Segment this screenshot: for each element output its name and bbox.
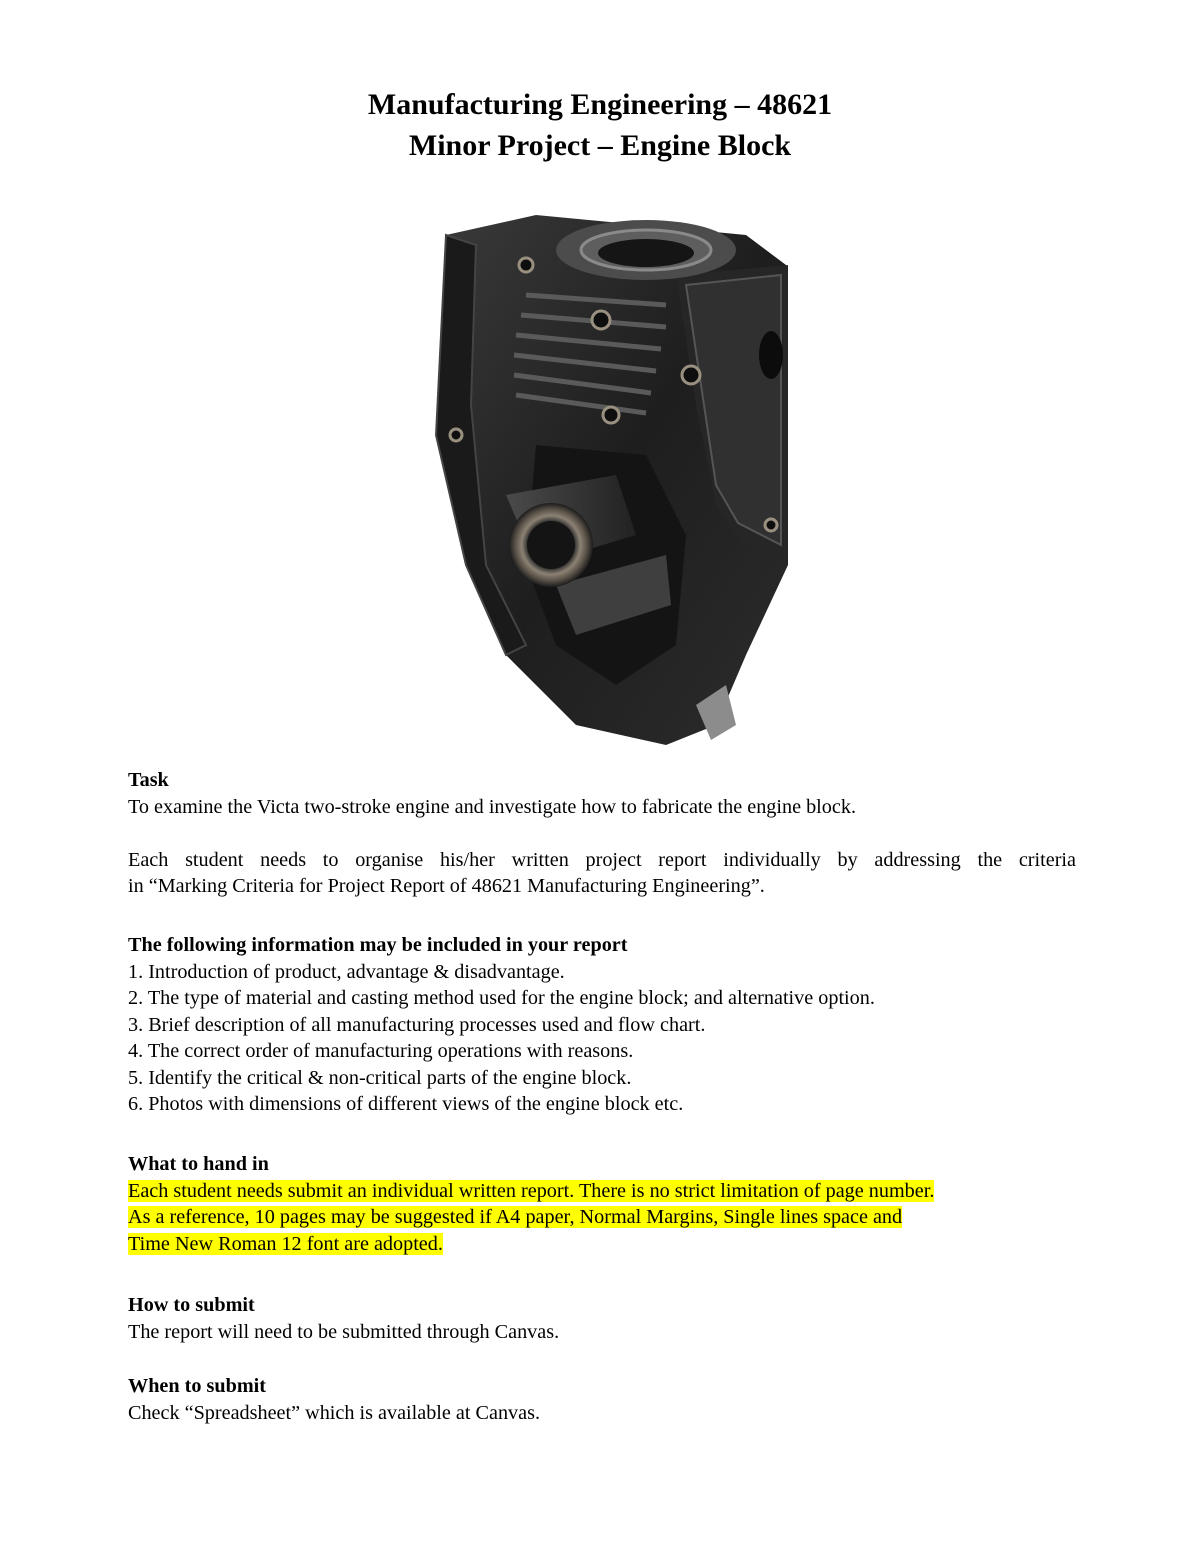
highlighted-text: Each student needs submit an individual written report. There is no strict limitation of page number. <box>128 1179 935 1202</box>
hand-in-heading: What to hand in <box>128 1153 269 1175</box>
hand-in-section <box>128 1151 1076 1257</box>
list-item: 4. The correct order of manufacturing operations with reasons. <box>128 1040 634 1062</box>
list-item: 1. Introduction of product, advantage & disadvantage. <box>128 960 565 983</box>
task-description: To examine the Victa two-stroke engine and investigate how to fabricate the engine block. <box>128 795 856 818</box>
how-submit-heading: How to submit <box>128 1294 255 1316</box>
engine-block-photo <box>416 205 788 745</box>
info-section <box>128 932 1076 1118</box>
task-heading: Task <box>128 769 169 791</box>
how-submit-section <box>128 1292 1076 1345</box>
how-submit-text: The report will need to be submitted through Canvas. <box>128 1320 560 1343</box>
task-paragraph-line: in “Marking Criteria for Project Report of 48621 Manufacturing Engineering”. <box>128 875 765 897</box>
when-submit-section <box>128 1373 1076 1426</box>
when-submit-heading: When to submit <box>128 1375 266 1397</box>
when-submit-text: Check “Spreadsheet” which is available at Canvas. <box>128 1401 541 1424</box>
info-heading: The following information may be included in your report <box>128 934 628 956</box>
highlighted-text: Time New Roman 12 font are adopted. <box>128 1232 443 1255</box>
task-section <box>128 767 1076 900</box>
list-item: 5. Identify the critical & non-critical parts of the engine block. <box>128 1066 632 1089</box>
list-item: 3. Brief description of all manufacturing processes used and flow chart. <box>128 1013 706 1036</box>
document-title: Manufacturing Engineering – 48621 <box>367 88 833 121</box>
document-subtitle: Minor Project – Engine Block <box>408 129 792 162</box>
list-item: 6. Photos with dimensions of different views of the engine block etc. <box>128 1093 684 1115</box>
highlighted-text: As a reference, 10 pages may be suggested if A4 paper, Normal Margins, Single lines space and <box>128 1206 903 1228</box>
list-item: 2. The type of material and casting method used for the engine block; and alternative option. <box>128 987 875 1009</box>
task-paragraph-line: Each student needs to organise his/her written project report individually by addressing the criteria <box>128 848 1076 871</box>
